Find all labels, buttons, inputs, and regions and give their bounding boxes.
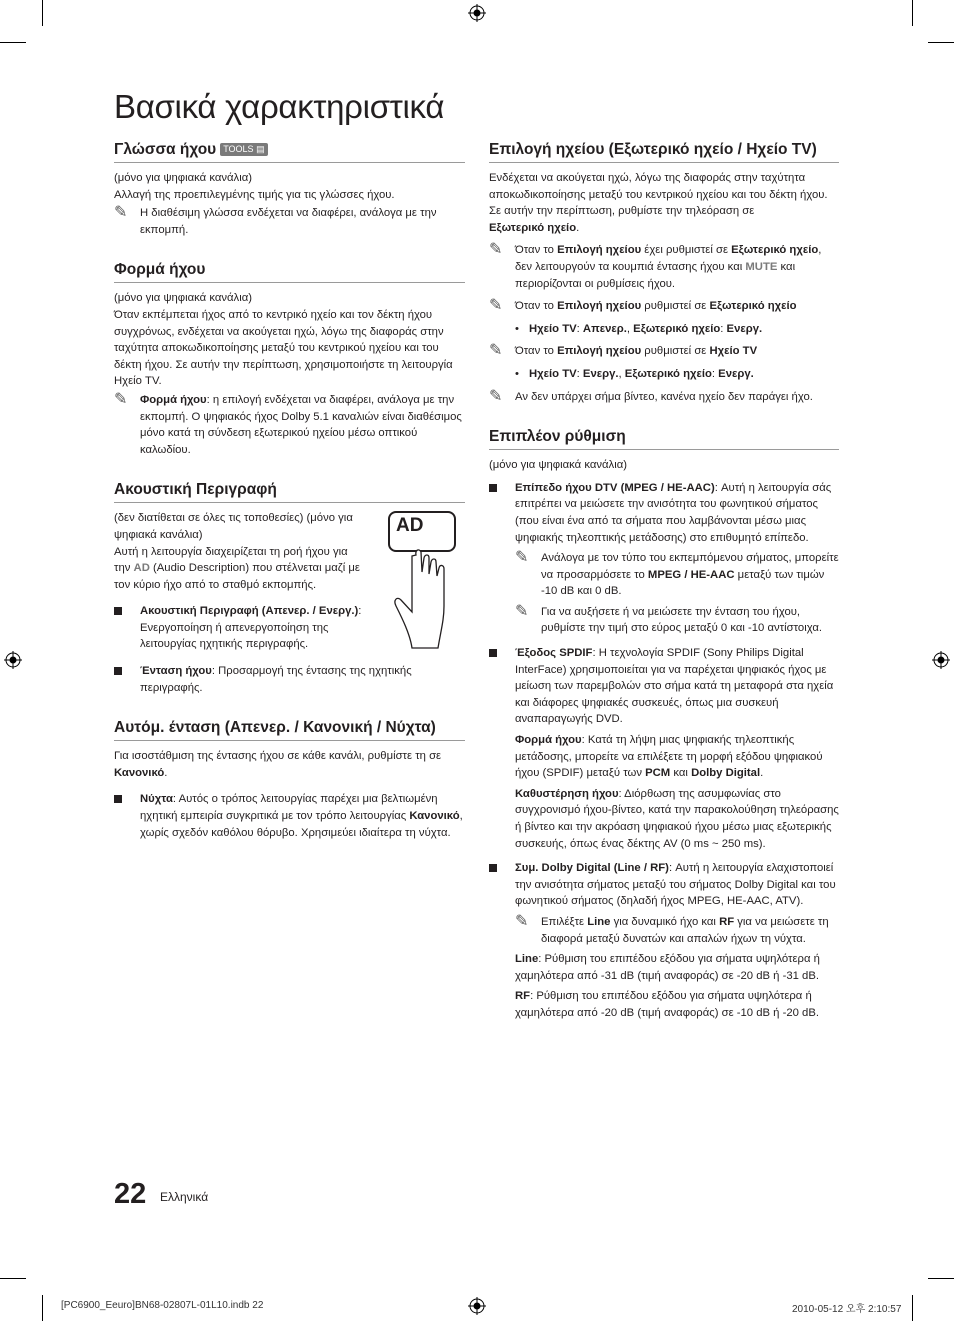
page-title: Βασικά χαρακτηριστικά [114,88,445,125]
registration-mark-icon [468,1297,486,1315]
paragraph: Καθυστέρηση ήχου: Διόρθωση της ασυμφωνίας στο συγχρονισμό ήχου-βίντεο, κατά την παρακολούθηση τηλεόρασης ή βίντεο και την ακρόαση ψηφιακού ήχου μέσω μιας εξωτερικής συσκευής, όπως ένας δέκτης AV (0 ms ~ 250 ms). [515,787,839,850]
crop-mark [928,42,954,43]
bullet-item: Έξοδος SPDIF: Η τεχνολογία SPDIF (Sony Philips Digital InterFace) χρησιμοποιείται για να παρέχεται ψηφιακός ήχος με μείωση των παρεμβολών στο σήμα κατά τη μεταφορά στα ηχεία και διάφορες ψηφιακές συσκευές, όπως μια συσκευή αναπαραγωγής DVD. [489,645,839,728]
note-pencil-icon: ✎ [489,342,503,360]
paragraph: Αυτή η λειτουργία διαχειρίζεται τη ροή ήχου για την AD (Audio Description) που στέλνεται μαζί με τον κύριο ήχο από το σταθμό εκπομπής. [114,545,360,591]
paragraph: Αλλαγή της προεπιλεγμένης τιμής για τις γλώσσες ήχου. [114,188,395,201]
note-pencil-icon: ✎ [515,549,529,567]
footer-file-info: [PC6900_Eeuro]BN68-02807L-01L10.indb 22 [61,1300,264,1311]
bullet-item: • Ηχείο TV: Ενεργ., Εξωτερικό ηχείο: Ενεργ. [515,367,754,380]
page-number: 22 [114,1178,147,1210]
tools-badge: TOOLS ▤ [220,143,267,156]
note: ✎ Όταν το Επιλογή ηχείου ρυθμιστεί σε Εξωτερικό ηχείο [489,297,797,315]
note-pencil-icon: ✎ [114,204,128,222]
note: ✎ Φορμά ήχου: η επιλογή ενδέχεται να διαφέρει, ανάλογα με την εκπομπή. Ο ψηφιακός ήχος Dolby 5.1 καναλιών είναι διαθέσιμος μόνο κατά τη σύνδεση εξωτερικού ηχείου μέσω οπτικού καλωδίου. [114,390,462,456]
note: ✎ Όταν το Επιλογή ηχείου έχει ρυθμιστεί σε Εξωτερικό ηχείο, δεν λειτουργούν τα κουμπιά έντασης ήχου και MUTE και περιορίζονται οι ρυθμίσεις ήχου. [489,241,822,290]
note: ✎ Ανάλογα με τον τύπο του εκπεμπόμενου σήματος, μπορείτε να προσαρμόσετε το MPEG / HE-AAC μεταξύ των τιμών -10 dB και 0 dB. [515,549,839,598]
note: ✎ Για να αυξήσετε ή να μειώσετε την ένταση του ήχου, ρυθμίστε την τιμή στο εύρος μεταξύ 0 και -10 αντίστοιχα. [515,602,822,635]
section-heading-audio-language: Γλώσσα ήχου TOOLS ▤ [114,140,465,163]
bullet-item: • Ηχείο TV: Απενερ., Εξωτερικό ηχείο: Ενεργ. [515,322,763,335]
page-language: Ελληνικά [160,1190,209,1204]
note-pencil-icon: ✎ [489,297,503,315]
section-heading-audio-format: Φορμά ήχου [114,260,465,283]
section-heading-audio-description: Ακουστική Περιγραφή [114,480,465,503]
note-pencil-icon: ✎ [515,602,529,620]
note-pencil-icon: ✎ [515,912,529,930]
footer-date: 2010-05-12 오후 2:10:57 [792,1304,902,1315]
bullet-item: Ένταση ήχου: Προσαρμογή της έντασης της ηχητικής περιγραφής. [114,663,465,696]
ad-icon-label: AD [396,515,424,537]
paragraph: Line: Ρύθμιση του επιπέδου εξόδου για σήματα υψηλότερα ή χαμηλότερα από -31 dB (τιμή αναφοράς) σε -20 dB ή -31 dB. [515,953,820,982]
section-heading-auto-volume: Αυτόμ. ένταση (Απενερ. / Κανονική / Νύχτα) [114,718,465,741]
registration-mark-icon [4,651,22,669]
crop-mark [928,1278,954,1279]
crop-mark [42,0,43,26]
registration-mark-icon [932,651,950,669]
note-pencil-icon: ✎ [489,241,503,259]
note: ✎ Αν δεν υπάρχει σήμα βίντεο, κανένα ηχείο δεν παράγει ήχο. [489,387,813,405]
paragraph: (δεν διατίθεται σε όλες τις τοποθεσίες) (μόνο για ψηφιακά κανάλια) [114,512,353,541]
paragraph: Για ισοστάθμιση της έντασης ήχου σε κάθε κανάλι, ρυθμίστε τη σε Κανονικό. [114,750,442,779]
note-pencil-icon: ✎ [489,387,503,405]
section-heading-speaker-select: Επιλογή ηχείου (Εξωτερικό ηχείο / Ηχείο TV) [489,140,839,163]
note-pencil-icon: ✎ [114,390,128,408]
note: ✎ Η διαθέσιμη γλώσσα ενδέχεται να διαφέρει, ανάλογα με την εκπομπή. [114,204,437,236]
crop-mark [912,0,913,26]
bullet-item: Ακουστική Περιγραφή (Απενερ. / Ενεργ.): Ενεργοποίηση ή απενεργοποίηση της λειτουργίας ηχητικής περιγραφής. [114,603,388,653]
crop-mark [912,1295,913,1321]
paragraph: (μόνο για ψηφιακά κανάλια) [114,172,253,184]
crop-mark [0,1278,26,1279]
registration-mark-icon [468,4,486,22]
bullet-item: Συμ. Dolby Digital (Line / RF): Αυτή η λειτουργία ελαχιστοποιεί την ανισότητα σήματος μεταξύ του σήματος Dolby Digital και του φωνητικού σήματος (δηλαδή ήχος MPEG, HE-AAC, ATV). [489,860,839,910]
paragraph: Ενδέχεται να ακούγεται ηχώ, λόγω της διαφοράς στην ταχύτητα αποκωδικοποίησης μεταξύ του κεντρικού ηχείου και του δέκτη ήχου. Σε αυτήν την περίπτωση, ρυθμίστε την τηλεόραση σε Εξωτερικό ηχείο. [489,172,828,234]
paragraph: Όταν εκπέμπεται ήχος από το κεντρικό ηχείο και τον δέκτη ήχου συγχρόνως, ενδέχεται να ακούγεται ηχώ, λόγω της διαφοράς στην ταχύτητα αποκωδικοποίησης μεταξύ του κεντρικού ηχείου και του δέκτη ήχου. Σε αυτήν την περίπτωση, χρησιμοποιήστε τη λειτουργία Ηχείο TV. [114,308,453,388]
left-column [114,140,465,841]
crop-mark [0,42,26,43]
bullet-item: Επίπεδο ήχου DTV (MPEG / HE-AAC): Αυτή η λειτουργία σάς επιτρέπει να μειώσετε την ανισότητα του φωνητικού σήματος (που είναι ένα από τα σήματα που λαμβάνονται μέσω μιας ψηφιακής τηλεοπτικής μετάδοσης) στο επιθυμητό επίπεδο. [489,480,839,546]
note: ✎ Επιλέξτε Line για δυναμικό ήχο και RF για να μειώσετε τη διαφορά μεταξύ δυνατών και απαλών ήχων τη νύχτα. [515,912,829,945]
paragraph: Φορμά ήχου: Κατά τη λήψη μιας ψηφιακής τηλεοπτικής μετάδοσης, μπορείτε να επιλέξετε τη μορφή εξόδου ψηφιακού ήχου (SPDIF) μεταξύ των PCM και Dolby Digital. [515,734,823,780]
paragraph: (μόνο για ψηφιακά κανάλια) [114,292,253,305]
note: ✎ Όταν το Επιλογή ηχείου ρυθμιστεί σε Ηχείο TV [489,342,758,360]
paragraph: (μόνο για ψηφιακά κανάλια) [489,459,628,472]
bullet-item: Νύχτα: Αυτός ο τρόπος λειτουργίας παρέχει μια βελτιωμένη ηχητική εμπειρία συγκριτικά με τον τρόπο λειτουργίας Κανονικό, χωρίς σχεδόν καθόλου θόρυβο. Χρησιμεύει ιδιαίτερα τη νύχτα. [114,791,465,841]
crop-mark [42,1295,43,1321]
right-column [489,140,839,1022]
paragraph: RF: Ρύθμιση του επιπέδου εξόδου για σήματα υψηλότερα ή χαμηλότερα από -20 dB (τιμή αναφοράς) σε -10 dB ή -20 dB. [515,990,820,1019]
section-heading-additional-setting: Επιπλέον ρύθμιση [489,427,839,450]
